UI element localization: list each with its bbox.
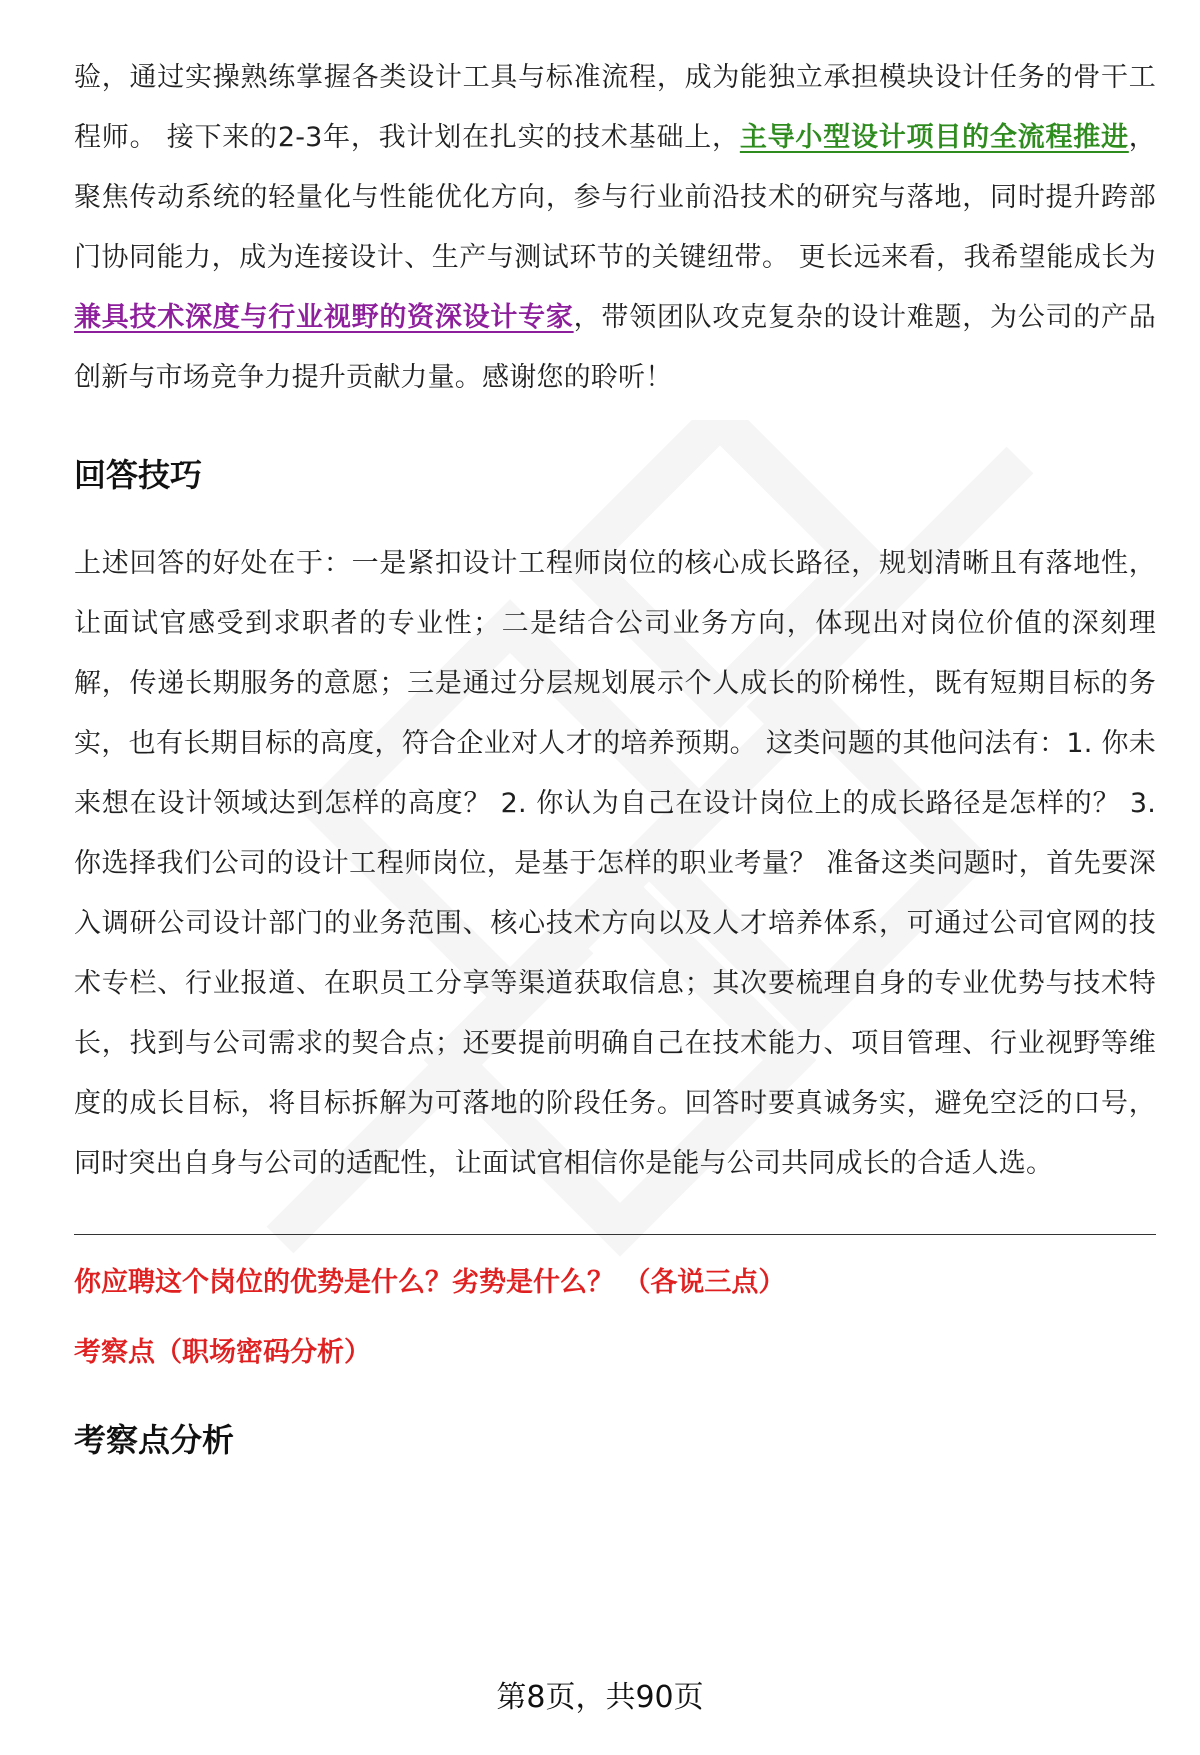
- question-subtitle: 考察点（职场密码分析）: [74, 1337, 371, 1368]
- intro-text-3: ，带领团队攻克复杂的设计难题，为公司的产品创新与市场竞争力提升贡献力量。感谢您的聆听！: [74, 302, 1156, 393]
- highlight-green: 主导小型设计项目的全流程推进: [739, 122, 1129, 153]
- intro-text-2: ，聚焦传动系统的轻量化与性能优化方向，参与行业前沿技术的研究与落地，同时提升跨部门协同能力，成为连接设计、生产与测试环节的关键纽带。 更长远来看，我希望能成长为: [74, 122, 1156, 273]
- page-number: 第8页，共90页: [496, 1680, 704, 1715]
- document-page: [74, 48, 1156, 1461]
- highlight-purple: 兼具技术深度与行业视野的资深设计专家: [74, 302, 574, 333]
- intro-paragraph: [74, 48, 1156, 408]
- intro-text-1: 验，通过实操熟练掌握各类设计工具与标准流程，成为能独立承担模块设计任务的骨干工程师。 接下来的2-3年，我计划在扎实的技术基础上，: [74, 62, 1156, 153]
- tips-paragraph: 上述回答的好处在于：一是紧扣设计工程师岗位的核心成长路径，规划清晰且有落地性，让面试官感受到求职者的专业性；二是结合公司业务方向，体现出对岗位价值的深刻理解，传递长期服务的意愿；三是通过分层规划展示个人成长的阶梯性，既有短期目标的务实，也有长期目标的高度，符合企业对人才的培养预期。 这类问题的其他问法有：1. 你未来想在设计领域达到怎样的高度？ 2. 你认为自己在设计岗位上的成长路径是怎样的？ 3. 你选择我们公司的设计工程师岗位，是基于怎样的职业考量？ 准备这类问题时，首先要深入调研公司设计部门的业务范围、核心技术方向以及人才培养体系，可通过公司官网的技术专栏、行业报道、在职员工分享等渠道获取信息；其次要梳理自身的专业优势与技术特长，找到与公司需求的契合点；还要提前明确自己在技术能力、项目管理、行业视野等维度的成长目标，将目标拆解为可落地的阶段任务。回答时要真诚务实，避免空泛的口号，同时突出自身与公司的适配性，让面试官相信你是能与公司共同成长的合适人选。: [74, 548, 1156, 1179]
- section-heading-tips: 回答技巧: [74, 456, 203, 494]
- question-title: 你应聘这个岗位的优势是什么？劣势是什么？ （各说三点）: [74, 1267, 786, 1298]
- section-heading-analysis: 考察点分析: [74, 1421, 235, 1459]
- divider: [74, 1234, 1156, 1235]
